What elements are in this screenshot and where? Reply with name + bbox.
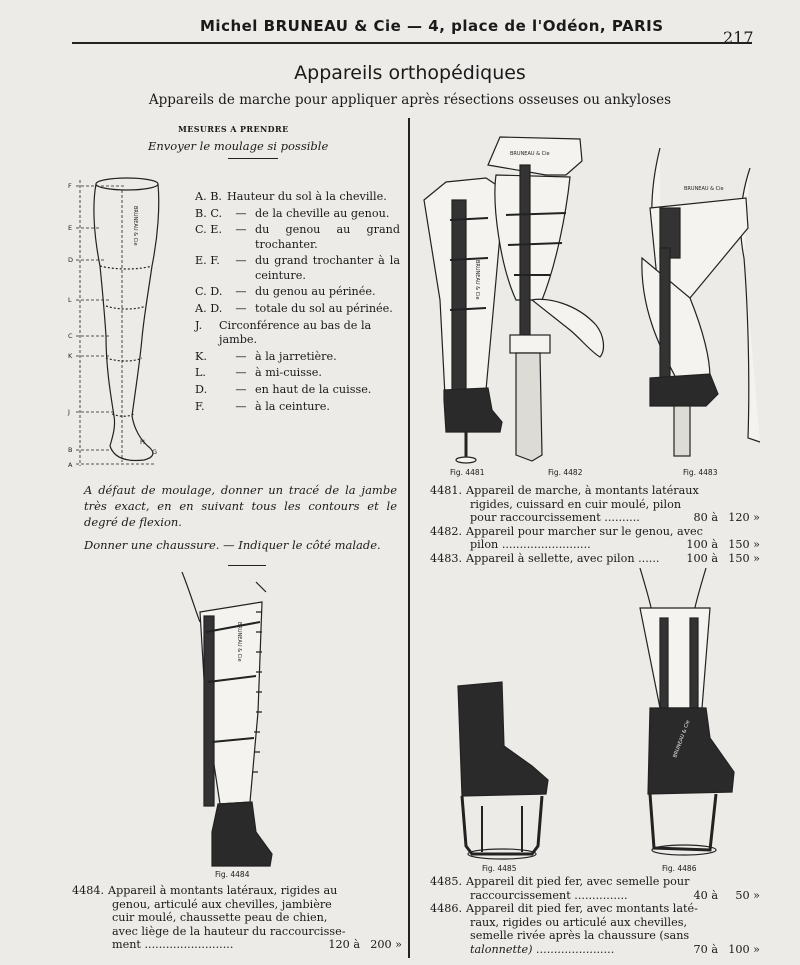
stamp-label: BRUNEAU & Cie bbox=[474, 260, 480, 300]
diagram-letter: F bbox=[68, 182, 72, 190]
diagram-letter: C bbox=[68, 332, 73, 340]
measure-row: C. D. — du genou au périnée. bbox=[195, 285, 376, 299]
measure-row: E. F. — du grand trochanter à la ceinture. bbox=[195, 254, 400, 282]
figure-4486-illustration bbox=[630, 568, 742, 864]
figure-caption: Fig. 4486 bbox=[662, 864, 697, 873]
measure-row: L. — à mi-cuisse. bbox=[195, 366, 322, 380]
figure-caption: Fig. 4484 bbox=[215, 870, 250, 879]
figure-4483-illustration bbox=[620, 148, 770, 463]
defaut-note: A défaut de moulage, donner un tracé de la jambe très exact, en en suivant tous les contours et le degré de flexion. bbox=[84, 483, 397, 529]
stamp-label: BRUNEAU & Cie bbox=[236, 622, 242, 662]
measure-row: F. — à la ceinture. bbox=[195, 399, 330, 413]
section-rule bbox=[228, 158, 278, 159]
page-header: Michel BRUNEAU & Cie — 4, place de l'Odéon, PARIS bbox=[200, 17, 664, 35]
section-rule bbox=[228, 565, 266, 566]
stamp-label: BRUNEAU & Cie bbox=[508, 690, 514, 730]
measure-row: B. C. — de la cheville au genou. bbox=[195, 206, 390, 220]
figure-caption: Fig. 4483 bbox=[683, 468, 718, 477]
measures-heading: MESURES A PRENDRE bbox=[178, 124, 289, 134]
diagram-letter: K bbox=[68, 352, 73, 360]
measure-row: K. — à la jarretière. bbox=[195, 349, 337, 363]
measure-row: A. B. Hauteur du sol à la cheville. bbox=[195, 190, 387, 203]
diagram-letter: H bbox=[140, 438, 145, 446]
item-4481: 4481. Appareil de marche, à montants latéraux rigides, cuissard en cuir moulé, pilon pour raccourcissement .......... 80 à 120 » bbox=[430, 484, 760, 524]
diagram-letter: E bbox=[68, 224, 73, 232]
figure-caption: Fig. 4485 bbox=[482, 864, 517, 873]
measure-row: A. D. — totale du sol au périnée. bbox=[195, 301, 393, 315]
diagram-letter: J bbox=[68, 408, 70, 416]
page-title: Appareils orthopédiques bbox=[294, 62, 526, 84]
measures-note: Envoyer le moulage si possible bbox=[148, 139, 329, 153]
column-divider bbox=[408, 118, 410, 958]
figure-caption: Fig. 4482 bbox=[548, 468, 583, 477]
figure-4485-illustration bbox=[452, 676, 556, 862]
figure-4484-illustration bbox=[176, 572, 288, 872]
item-4484: 4484. Appareil à montants latéraux, rigides au genou, articulé aux chevilles, jambière cuir moulé, chaussette peau de chien, avec liège de la hauteur du raccourcisse- ment ......................... 120 à 200 » bbox=[72, 884, 402, 951]
page-number: 217 bbox=[723, 28, 754, 47]
item-list-top bbox=[430, 484, 760, 565]
donner-note: Donner une chaussure. — Indiquer le côté malade. bbox=[84, 538, 381, 552]
diagram-stamp: BRUNEAU & Cie bbox=[132, 206, 138, 246]
header-rule bbox=[72, 42, 752, 44]
item-list-bottom bbox=[430, 875, 760, 956]
measures-list bbox=[195, 190, 400, 416]
item-4486: 4486. Appareil dit pied fer, avec montants laté- raux, rigides ou articulé aux chevilles, semelle rivée après la chaussure (sans talonnette) ...................... 70 à 100 » bbox=[430, 902, 760, 956]
item-4482: 4482. Appareil pour marcher sur le genou, avec pilon ......................... 100 à 150 » bbox=[430, 524, 760, 551]
item-4485: 4485. Appareil dit pied fer, avec semelle pour raccourcissement ............... 40 à 50 » bbox=[430, 875, 760, 902]
measure-row: J. Circonférence au bas de la jambe. bbox=[195, 318, 372, 346]
diagram-letter: L bbox=[68, 296, 72, 304]
diagram-letter: G bbox=[152, 448, 158, 456]
stamp-label: BRUNEAU & Cie bbox=[684, 186, 724, 192]
stamp-label: BRUNEAU & Cie bbox=[510, 151, 550, 157]
diagram-letter: D bbox=[68, 256, 74, 264]
item-4483: 4483. Appareil à sellette, avec pilon ...... 100 à 150 » bbox=[430, 551, 760, 565]
stamp-label: BRUNEAU & Cie bbox=[672, 719, 692, 759]
figure-4482-illustration bbox=[486, 125, 606, 465]
page-subtitle: Appareils de marche pour appliquer après résections osseuses ou ankyloses bbox=[148, 92, 672, 108]
leg-measurement-diagram bbox=[66, 166, 194, 472]
figure-caption: Fig. 4481 bbox=[450, 468, 485, 477]
measure-row: C. E. — du genou au grand trochanter. bbox=[195, 223, 400, 251]
diagram-letter: B bbox=[68, 446, 73, 454]
measure-row: D. — en haut de la cuisse. bbox=[195, 382, 372, 396]
diagram-letter: A bbox=[68, 461, 73, 469]
